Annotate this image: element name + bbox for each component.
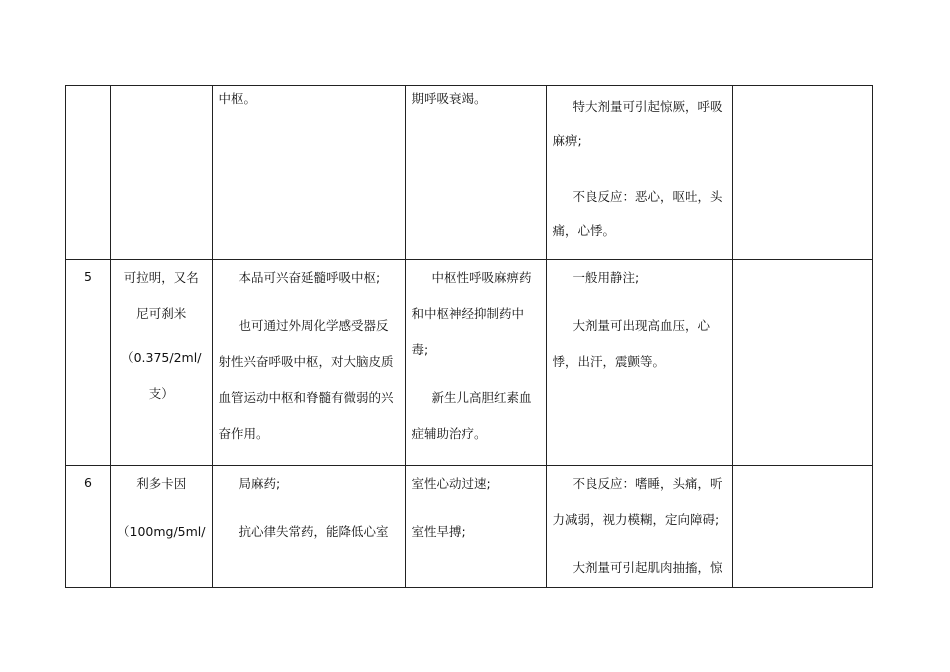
notes-text: 大剂量可引起肌肉抽搐，惊 (572, 560, 723, 575)
cell-no: 5 (66, 260, 111, 466)
cell-indication (405, 260, 546, 466)
cell-no (66, 86, 111, 260)
pharmacology-text: 局麻药; (238, 476, 281, 491)
cell-pharmacology (212, 260, 405, 466)
drug-spec: （0.375/2ml/ (121, 350, 202, 365)
pharmacology-text: 本品可兴奋延髓呼吸中枢; (238, 270, 381, 285)
notes-text: 不良反应：嗜睡，头痛，听力减弱，视力模糊，定向障碍; (552, 476, 723, 527)
drug-spec: （100mg/5ml/ (117, 524, 206, 539)
drug-name: 可拉明，又名 (123, 270, 199, 285)
cell-remark (732, 86, 872, 260)
table-row (66, 86, 873, 260)
notes-text: 一般用静注; (572, 270, 640, 285)
cell-indication (405, 466, 546, 588)
cell-name (111, 86, 213, 260)
pharmacology-text: 中枢。 (218, 91, 257, 106)
cell-notes (546, 86, 732, 260)
indication-text: 新生儿高胆红素血症辅助治疗。 (411, 390, 532, 441)
notes-text: 大剂量可出现高血压，心悸，出汗，震颤等。 (552, 318, 711, 369)
drug-name: 利多卡因 (136, 476, 187, 491)
indication-text: 室性心动过速; (411, 476, 491, 491)
cell-no: 6 (66, 466, 111, 588)
cell-remark (732, 466, 872, 588)
notes-text: 特大剂量可引起惊厥，呼吸麻痹; (552, 99, 723, 148)
indication-text: 中枢性呼吸麻痹药和中枢神经抑制药中毒; (411, 270, 532, 357)
cell-notes (546, 466, 732, 588)
table-row (66, 260, 873, 466)
cell-pharmacology (212, 86, 405, 260)
table-row (66, 466, 873, 588)
pharmacology-text: 也可通过外周化学感受器反射性兴奋呼吸中枢，对大脑皮质血管运动中枢和脊髓有微弱的兴奋作用。 (218, 318, 394, 441)
indication-text: 室性早搏; (411, 524, 466, 539)
pharmacology-text: 抗心律失常药，能降低心室 (238, 524, 389, 539)
cell-name (111, 466, 213, 588)
cell-pharmacology (212, 466, 405, 588)
indication-text: 期呼吸衰竭。 (411, 91, 487, 106)
cell-remark (732, 260, 872, 466)
drug-table (65, 85, 873, 588)
drug-alias: 尼可刹米 (136, 306, 187, 321)
cell-name (111, 260, 213, 466)
cell-notes (546, 260, 732, 466)
notes-text: 不良反应：恶心，呕吐，头痛，心悸。 (552, 189, 723, 238)
cell-indication (405, 86, 546, 260)
drug-spec-cont: 支） (148, 386, 174, 401)
